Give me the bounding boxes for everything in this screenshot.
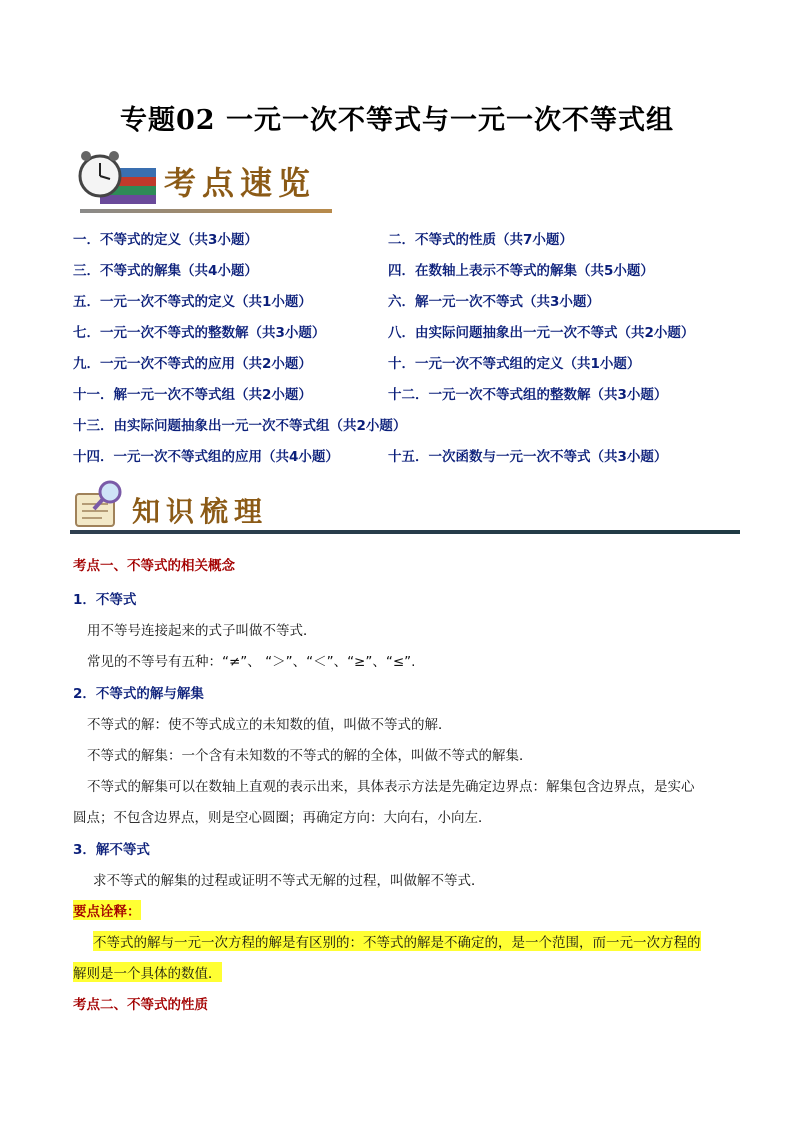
clock-books-icon	[70, 148, 160, 210]
overview-banner-rule	[80, 209, 332, 213]
section-heading: 考点一、不等式的相关概念	[73, 558, 235, 574]
magnifier-notebook-icon	[70, 478, 130, 530]
subsection-heading: 2．不等式的解与解集	[73, 686, 204, 702]
knowledge-banner-title: 知识梳理	[132, 495, 269, 528]
toc-item: 十四．一元一次不等式组的应用（共4小题）	[73, 449, 339, 465]
paragraph: 常见的不等号有五种：“≠”、 “＞”、“＜”、“≥”、“≤”.	[87, 654, 416, 670]
toc-item: 四．在数轴上表示不等式的解集（共5小题）	[388, 263, 654, 279]
toc-item: 十三．由实际问题抽象出一元一次不等式组（共2小题）	[73, 418, 407, 434]
highlighted-paragraph: 解则是一个具体的数值．	[73, 962, 222, 982]
note-label: 要点诠释：	[73, 900, 141, 920]
paragraph: 不等式的解集：一个含有未知数的不等式的解的全体，叫做不等式的解集．	[87, 748, 533, 764]
toc-item: 三．不等式的解集（共4小题）	[73, 263, 258, 279]
toc-item: 十二．一元一次不等式组的整数解（共3小题）	[388, 387, 668, 403]
paragraph: 求不等式的解集的过程或证明不等式无解的过程，叫做解不等式．	[93, 873, 485, 889]
section-heading: 考点二、不等式的性质	[73, 997, 208, 1013]
knowledge-banner-rule	[70, 530, 740, 534]
document-title: 专题02 一元一次不等式与一元一次不等式组	[120, 105, 674, 136]
paragraph: 不等式的解：使不等式成立的未知数的值，叫做不等式的解．	[87, 717, 452, 733]
paragraph: 圆点；不包含边界点，则是空心圆圈；再确定方向：大向右，小向左．	[73, 810, 492, 826]
toc-item: 六．解一元一次不等式（共3小题）	[388, 294, 600, 310]
subsection-heading: 1．不等式	[73, 592, 137, 608]
subsection-heading: 3．解不等式	[73, 842, 150, 858]
paragraph: 用不等号连接起来的式子叫做不等式．	[87, 623, 317, 639]
toc-item: 十一．解一元一次不等式组（共2小题）	[73, 387, 312, 403]
knowledge-banner	[70, 478, 740, 538]
toc-item: 一．不等式的定义（共3小题）	[73, 232, 258, 248]
toc-item: 十．一元一次不等式组的定义（共1小题）	[388, 356, 641, 372]
overview-banner-title: 考点速览	[164, 164, 317, 202]
toc-item: 五．一元一次不等式的定义（共1小题）	[73, 294, 312, 310]
toc-item: 七．一元一次不等式的整数解（共3小题）	[73, 325, 326, 341]
toc-item: 十五．一次函数与一元一次不等式（共3小题）	[388, 449, 668, 465]
paragraph: 不等式的解集可以在数轴上直观的表示出来，具体表示方法是先确定边界点：解集包含边界点，是实心	[87, 779, 695, 795]
highlighted-paragraph: 不等式的解与一元一次方程的解是有区别的：不等式的解是不确定的，是一个范围，而一元一次方程的	[93, 931, 701, 951]
toc-item: 八．由实际问题抽象出一元一次不等式（共2小题）	[388, 325, 695, 341]
overview-banner	[70, 148, 332, 216]
toc-item: 九．一元一次不等式的应用（共2小题）	[73, 356, 312, 372]
toc-item: 二．不等式的性质（共7小题）	[388, 232, 573, 248]
